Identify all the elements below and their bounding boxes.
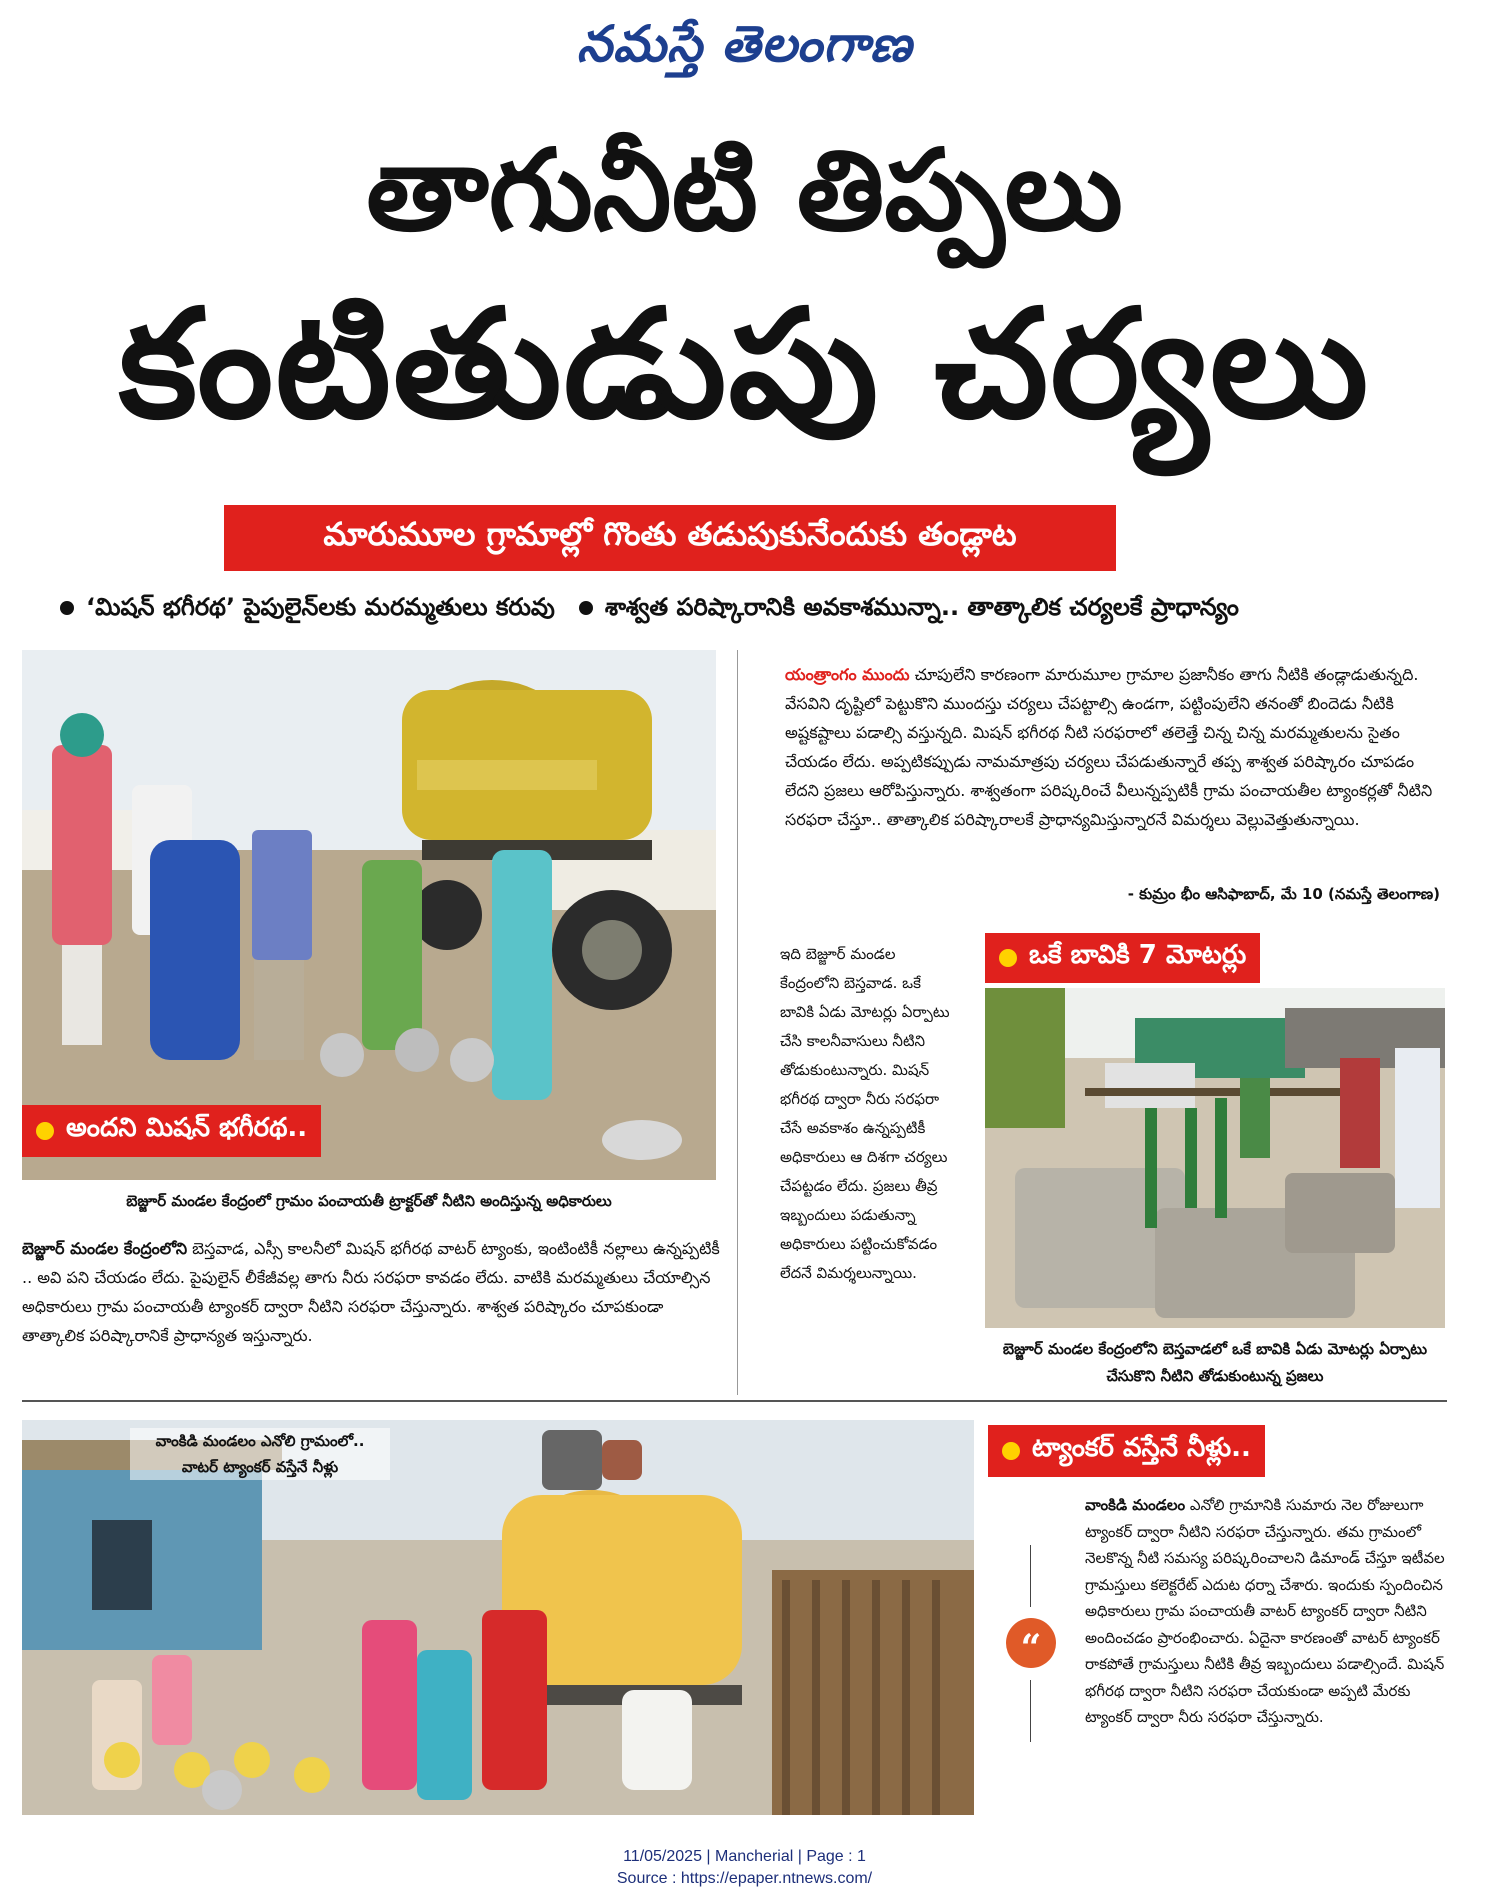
photo-tractor-tanker <box>22 650 716 1180</box>
dateline: - కుమ్రం భీం ఆసిఫాబాద్, మే 10 (నమస్తే తెలంగాణ) <box>1127 885 1440 903</box>
bullet-item: శాశ్వత పరిష్కారానికి అవకాశమున్నా.. తాత్కాలిక చర్యలకే ప్రాధాన్యం <box>579 593 1239 627</box>
quote-icon: “ <box>1006 1618 1056 1668</box>
story2-caption-line2: చేసుకొని నీటిని తోడుకుంటున్న ప్రజలు <box>1106 1367 1324 1385</box>
story1-tag: అందని మిషన్ భగీరథ.. <box>22 1105 321 1157</box>
footer-source: Source : https://epaper.ntnews.com/ <box>616 1870 873 1887</box>
story3-body: వాంకిడి మండలం ఎనోలి గ్రామానికి సుమారు నెల రోజులుగా ట్యాంకర్ ద్వారా నీటిని సరఫరా చేస్తున్నారు. తమ గ్రామంలో నెలకొన్న నీటి సమస్య పరిష్కరించాలని డిమాండ్ చేస్తూ ఇటీవల గ్రామస్తులు కలెక్టరేట్ ఎదుట ధర్నా చేశారు. ఇందుకు స్పందించిన అధికారులు గ్రామ పంచాయతీ వాటర్ ట్యాంకర్ ద్వారా నీటిని అందించడం ప్రారంభించారు. ఏదైనా కారణంతో వాటర్ ట్యాంకర్ రాకపోతే గ్రామస్తులు నీటికి తీవ్ర ఇబ్బందులు పడాల్సిందే. మిషన్ భగీరథ ద్వారా నీటిని సరఫరా చేయకుండా అప్పటి మేరకు ట్యాంకర్ ద్వారా నీరు సరఫరా చేస్తున్నారు. <box>1085 1496 1445 1726</box>
headline-line1: తాగునీటి తిప్పలు <box>366 126 1123 256</box>
tag-dot-icon <box>36 1122 54 1140</box>
story2-tag: ఒకే బావికి 7 మోటర్లు <box>985 933 1260 983</box>
subheadline-banner: మారుమూల గ్రామాల్లో గొంతు తడుపుకునేందుకు తండ్లాట <box>224 505 1116 571</box>
story3-tag: ట్యాంకర్ వస్తేనే నీళ్లు.. <box>988 1425 1265 1477</box>
intro-body: యంత్రాంగం ముందు చూపులేని కారణంగా మారుమూల గ్రామాల ప్రజానీకం తాగు నీటికి తండ్లాడుతున్నది. వేసవిని దృష్టిలో పెట్టుకొని ముందస్తు చర్యలు చేపట్టాల్సి ఉండగా, పట్టింపులేని తనంతో బిందెడు నీటికి అష్టకష్టాలు పడాల్సి వస్తున్నది. మిషన్ భగీరథ నీటి సరఫరాలో తలెత్తే చిన్న చిన్న మరమ్మతులను సైతం చేయడం లేదు. అప్పటికప్పుడు నామమాత్రపు చర్యలు చేపడుతున్నారే తప్ప శాశ్వత పరిష్కారం చూపడం లేదని ప్రజలు ఆరోపిస్తున్నారు. శాశ్వతంగా పరిష్కరించే వీలున్నప్పటికీ గ్రామ పంచాయతీల ట్యాంకర్లతో నీటిని సరఫరా చేస్తూ.. తాత్కాలిక పరిష్కారాలకే ప్రాధాన్యమిస్తున్నారనే విమర్శలు వెల్లువెత్తుతున్నాయి. <box>785 665 1433 829</box>
masthead-logo: నమస్తే తెలంగాణ <box>576 14 913 73</box>
column-divider <box>737 650 738 1395</box>
bullet-item: ‘మిషన్ భగీరథ’ పైపులైన్‌లకు మరమ్మతులు కరువు <box>60 593 555 627</box>
bullet-points <box>60 590 1450 630</box>
footer-date-edition: 11/05/2025 | Mancherial | Page : 1 <box>623 1848 866 1865</box>
story1-caption: బెజ్జూర్ మండల కేంద్రంలో గ్రామం పంచాయతీ ట్రాక్టర్‌తో నీటిని అందిస్తున్న అధికారులు <box>126 1192 612 1210</box>
quote-rule-top <box>1030 1545 1031 1607</box>
photo-well-motors <box>985 988 1445 1328</box>
section-divider <box>22 1400 1447 1402</box>
bullet-icon <box>579 601 593 615</box>
quote-rule-bottom <box>1030 1680 1031 1742</box>
tag-dot-icon <box>1002 1442 1020 1460</box>
bullet-icon <box>60 601 74 615</box>
story1-body: బెజ్జూర్ మండల కేంద్రంలోని బెస్తవాడ, ఎస్సీ కాలనీలో మిషన్ భగీరథ వాటర్ ట్యాంకు, ఇంటింటికీ నల్లాలు ఉన్నప్పటికీ .. అవి పని చేయడం లేదు. పైపులైన్ లీకేజీవల్ల తాగు నీరు సరఫరా కావడం లేదు. వాటికి మరమ్మతులు చేయాల్సిన అధికారులు గ్రామ పంచాయతీ ట్యాంకర్ ద్వారా నీటిని సరఫరా చేస్తున్నారు. శాశ్వత పరిష్కారం చూపకుండా తాత్కాలిక పరిష్కారానికే ప్రాధాన్యత ఇస్తున్నారు. <box>22 1239 720 1345</box>
headline-line2: కంటితుడుపు చర్యలు <box>118 278 1371 452</box>
story3-photo-caption: వాంకిడి మండలం ఎనోలి గ్రామంలో.. వాటర్ ట్యాంకర్ వస్తేనే నీళ్లు <box>130 1428 390 1480</box>
story2-column: ఇది బెజ్జూర్ మండల కేంద్రంలోని బెస్తవాడ. ఒకే బావికి ఏడు మోటర్లు ఏర్పాటు చేసి కాలనీవాసులు నీటిని తోడుకుంటున్నారు. మిషన్ భగీరథ ద్వారా నీరు సరఫరా చేసే అవకాశం ఉన్నప్పటికీ అధికారులు ఆ దిశగా చర్యలు చేపట్టడం లేదు. ప్రజలు తీవ్ర ఇబ్బందులు పడుతున్నా అధికారులు పట్టించుకోవడం లేదనే విమర్శలున్నాయి. <box>780 945 950 1282</box>
story2-caption-line1: బెజ్జూర్ మండల కేంద్రంలోని బెస్తవాడలో ఒకే బావికి ఏడు మోటర్లు ఏర్పాటు <box>1002 1340 1428 1358</box>
tag-dot-icon <box>999 949 1017 967</box>
